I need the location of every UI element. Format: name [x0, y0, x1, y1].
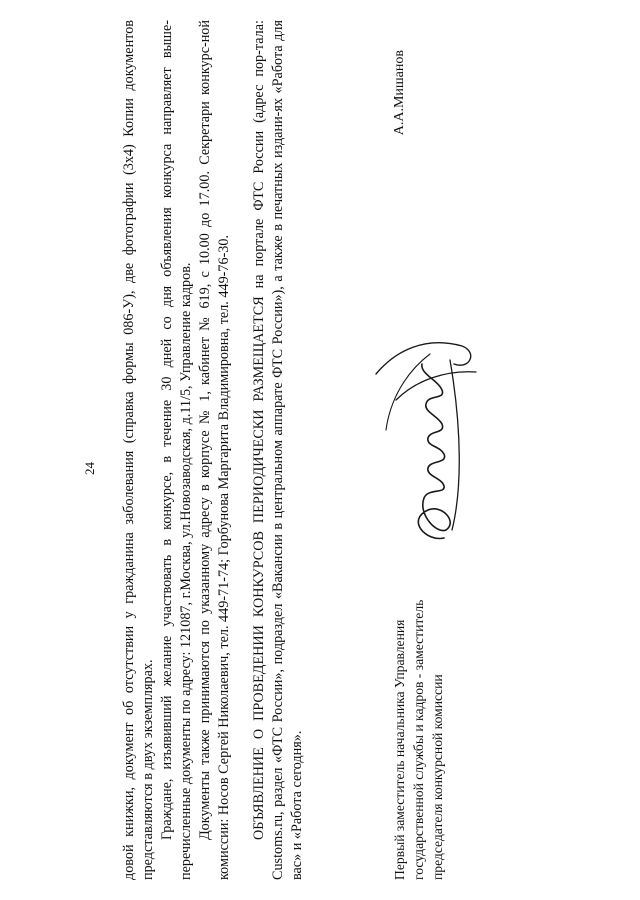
signer-name: А.А.Мишанов: [392, 50, 407, 136]
page-number: 24: [82, 462, 97, 475]
paragraph-submission-address: Граждане, изъявивший желание участвовать в конкурсе, в течение 30 дней со дня объявления конкурса направляет выше-перечисленные документы по адресу: 121087, г.Москва, ул.Новозаводская, д.11/5, Управление кадров.: [159, 20, 194, 880]
signature-block: [390, 20, 550, 880]
paragraph-reception-hours: Документы также принимаются по указанному адресу в корпусе № 1, кабинет № 619, с 10.00 до 17.00. Секретари конкурс-ной комиссии: Носов Сергей Николаевич, тел. 449-71-74; Горбунова Маргарита Владимировна, тел. 449-76-30.: [197, 20, 232, 880]
handwritten-signature: [366, 330, 486, 550]
paragraph-documents-list: довой книжки, документ об отсутствии у гражданина заболевания (справка формы 086-У), две фотографии (3х4) Копии документов представляются в двух экземплярах.: [121, 20, 156, 880]
paragraph-announcement: ОБЪЯВЛЕНИЕ О ПРОВЕДЕНИИ КОНКУРСОВ ПЕРИОДИЧЕСКИ РАЗМЕЩАЕТСЯ на портале ФТС России (адрес пор-тала: Customs.ru, раздел «ФТС России», подраздел «Вакансии в центральном аппарате ФТС России»), а также в печатных издани-ях «Работа для вас» и «Работа сегодня».: [251, 20, 305, 880]
signer-title: Первый заместитель начальника Управления государственной службы и кадров - заместитель председателя конкурсной комиссии: [392, 599, 445, 880]
document-page: [82, 20, 445, 880]
